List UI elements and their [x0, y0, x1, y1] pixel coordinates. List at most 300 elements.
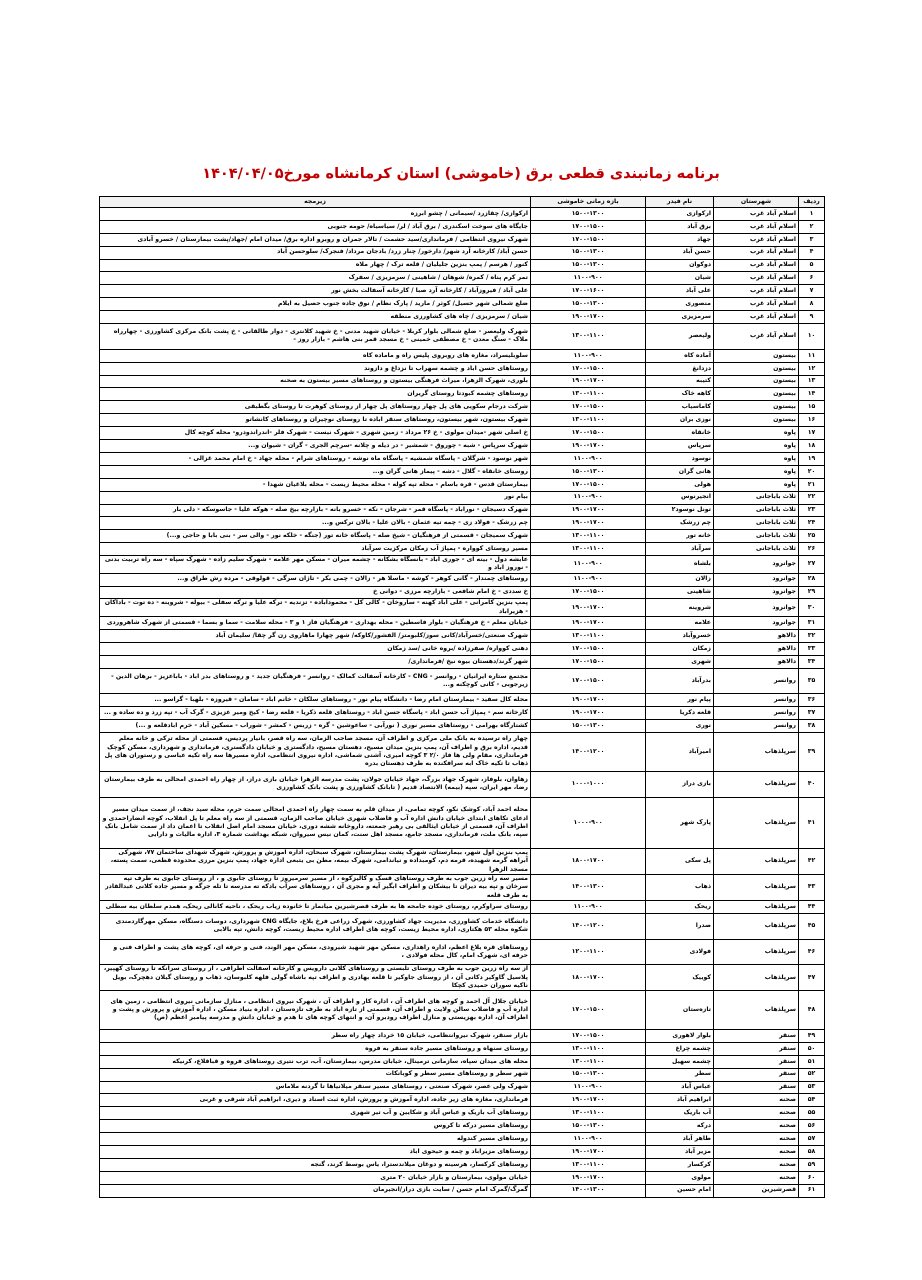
- feeder-cell: پیام نور: [646, 694, 714, 707]
- area-cell: شهرک صنعتی/خسرآباد/کانی سوز/کلبومتر/ الفشور/کاوکه/ شهر چهارا ماهاروی زن گر چقا/ سلیمان آباد: [100, 629, 531, 642]
- city-cell: سرپلذهاب: [714, 900, 799, 913]
- time-cell: ۱۱۰۰-۹۰۰: [531, 1133, 646, 1146]
- table-row: [100, 771, 825, 797]
- area-cell: گمرگ/گمرک امام حسن / سایت بازی دراز/انجیرمان: [100, 1184, 531, 1197]
- table-row: [100, 1171, 825, 1184]
- time-cell: ۱۳۰۰-۱۱۰۰: [531, 1107, 646, 1120]
- row-number: ۶۱: [799, 1184, 825, 1197]
- city-cell: سنقر: [714, 1029, 799, 1042]
- feeder-cell: زالان: [646, 573, 714, 586]
- city-cell: ثلاث باباجانی: [714, 504, 799, 517]
- time-cell: ۱۵۰۰-۱۳۰۰: [531, 246, 646, 259]
- city-cell: پاوه: [714, 440, 799, 453]
- time-cell: ۱۷۰۰-۱۵۰۰: [531, 478, 646, 491]
- row-number: ۲۳: [799, 504, 825, 517]
- row-number: ۱۲: [799, 362, 825, 375]
- table-row: [100, 1184, 825, 1197]
- city-cell: ثلاث باباجانی: [714, 543, 799, 556]
- row-number: ۶۰: [799, 1171, 825, 1184]
- row-number: ۳۲: [799, 629, 825, 642]
- row-number: ۵۱: [799, 1055, 825, 1068]
- table-row: [100, 440, 825, 453]
- city-cell: صحنه: [714, 1158, 799, 1171]
- area-cell: خیابان مولوی، بیمارستان و بازار خیابان ۲۰ متری: [100, 1171, 531, 1184]
- row-number: ۵۹: [799, 1158, 825, 1171]
- table-row: [100, 504, 825, 517]
- row-number: ۳۷: [799, 707, 825, 720]
- time-cell: ۱۹۰۰-۱۷۰۰: [531, 617, 646, 630]
- table-row: [100, 491, 825, 504]
- table-row: [100, 556, 825, 574]
- time-cell: ۱۵۰۰-۱۳۰۰: [531, 1120, 646, 1133]
- header-city: شهرستان: [714, 197, 799, 208]
- row-number: ۱۵: [799, 401, 825, 414]
- feeder-cell: حسن آباد: [646, 246, 714, 259]
- table-row: [100, 246, 825, 259]
- feeder-cell: سرپاس: [646, 440, 714, 453]
- table-row: [100, 900, 825, 913]
- feeder-cell: امام حسین: [646, 1184, 714, 1197]
- city-cell: سنقر: [714, 1068, 799, 1081]
- feeder-cell: خسروآباد: [646, 629, 714, 642]
- city-cell: پاوه: [714, 452, 799, 465]
- area-cell: کنور / هرسم / پمپ بنزین جلیلیان / قلعه ترک / چهار ملاه: [100, 259, 531, 272]
- time-cell: ۱۷۰۰-۱۵۰۰: [531, 668, 646, 694]
- time-cell: ۱۳۰۰-۱۱۰۰: [531, 324, 646, 350]
- table-row: [100, 414, 825, 427]
- time-cell: ۱۹۰۰-۱۷۰۰: [531, 1146, 646, 1159]
- table-row: [100, 208, 825, 221]
- row-number: ۳: [799, 233, 825, 246]
- time-cell: ۱۹۰۰-۱۷۰۰: [531, 311, 646, 324]
- table-row: [100, 694, 825, 707]
- row-number: ۴۸: [799, 991, 825, 1030]
- city-cell: صحنه: [714, 1107, 799, 1120]
- row-number: ۵۰: [799, 1042, 825, 1055]
- time-cell: ۱۱۰۰-۹۰۰: [531, 1081, 646, 1094]
- table-row: [100, 427, 825, 440]
- row-number: ۲: [799, 220, 825, 233]
- city-cell: سنقر: [714, 1055, 799, 1068]
- row-number: ۲۸: [799, 573, 825, 586]
- city-cell: جوانرود: [714, 599, 799, 617]
- time-cell: ۱۹۰۰-۱۷۰۰: [531, 1171, 646, 1184]
- time-cell: ۱۷۰۰-۱۵۰۰: [531, 655, 646, 668]
- table-row: [100, 617, 825, 630]
- feeder-cell: شیان: [646, 272, 714, 285]
- table-row: [100, 478, 825, 491]
- row-number: ۱۴: [799, 388, 825, 401]
- row-number: ۱: [799, 208, 825, 221]
- feeder-cell: آماده کاه: [646, 349, 714, 362]
- time-cell: ۱۷۰۰-۱۶۰۰: [531, 285, 646, 298]
- table-row: [100, 272, 825, 285]
- feeder-cell: بدرآباد: [646, 668, 714, 694]
- row-number: ۴۲: [799, 849, 825, 875]
- table-row: [100, 220, 825, 233]
- feeder-cell: فولادی: [646, 939, 714, 965]
- feeder-cell: شهری: [646, 655, 714, 668]
- row-number: ۲۰: [799, 465, 825, 478]
- feeder-cell: ذهاب: [646, 875, 714, 901]
- header-time: بازه زمانی خاموشی: [531, 197, 646, 208]
- city-cell: اسلام آباد غرب: [714, 233, 799, 246]
- time-cell: ۱۹۰۰-۱۷۰۰: [531, 375, 646, 388]
- table-row: [100, 707, 825, 720]
- area-cell: زهاوان، بلوفاز، شهرک جهاد بزرگ، جهاد خیابان جولان، پشت مدرسه الزهرا خیابان بازی دراز، از چهار راه احمدی امحالی به طرف بیمارستان رضا، مهر ایران، سپه (بیمه) الانتصاد قدیم ( تابانک کشاورزی و پشت بانک کشاورزی: [100, 771, 531, 797]
- area-cell: روستاهای آب باریک و عباس آباد و شکایین و آب تیر شهری: [100, 1107, 531, 1120]
- time-cell: ۱۱۰۰-۹۰۰: [531, 556, 646, 574]
- city-cell: پاوه: [714, 427, 799, 440]
- area-cell: مجتمع ستاره ایرانیان - روانسر - CNG - کارخانه آسفالت کمالک - روانسر - فرهنگیان جدید - و روستاهای بدر اباد - باباعزیز - برهان الدین - زیرجوبی - کانی کوچکنه و...: [100, 668, 531, 694]
- feeder-cell: هولی: [646, 478, 714, 491]
- feeder-cell: ارکوازی: [646, 208, 714, 221]
- table-row: [100, 875, 825, 901]
- table-row: [100, 797, 825, 849]
- area-cell: کشتارگاه بهرامی - روستاهای مسیر نوری ( نورآبی - ساعوشین - گره - زربس - کمشر - شوراب - مسکین آباد - خرم ابادقلعه و ...): [100, 720, 531, 733]
- row-number: ۵۷: [799, 1133, 825, 1146]
- feeder-cell: هانی گران: [646, 465, 714, 478]
- city-cell: ثلاث باباجانی: [714, 517, 799, 530]
- time-cell: ۱۱۰۰-۹۰۰: [531, 349, 646, 362]
- area-cell: خیابان جلال آل احمد و کوچه های اطراف آن ، اداره کار و اطراف آن ، شهرک نیروی انتظامی ، منازل سازمانی نیروی انتظامی ، زمین های اداره آب و فاضلاب سالن ولایت و اطراف آن، قسمتی از تازه اباد به طرف تازه‌ستان ، اداره بنیاد مسکن ، اداره آموزش و پرورش و پشت و اطراف آن، اداره بهزیستی و منازل اطراف رودبرو آن، و انتهای کوچه های تا هدم و خیابان دانش و مدرسه پیامبر اعظم (ص): [100, 991, 531, 1030]
- feeder-cell: امیرآباد: [646, 733, 714, 772]
- city-cell: سرپلذهاب: [714, 913, 799, 939]
- city-cell: جوانرود: [714, 556, 799, 574]
- area-cell: بلوری، شهرک الزهرا، میراث فرهنگی بیستون و روستاهای مسیر بیستون به صحنه: [100, 375, 531, 388]
- table-row: [100, 939, 825, 965]
- city-cell: صحنه: [714, 1146, 799, 1159]
- table-row: [100, 720, 825, 733]
- feeder-cell: ولیعصر: [646, 324, 714, 350]
- area-cell: شهرک سمیجان - قسمتی از فرهنگیان - شیخ صله - پاسگاه خانه تور (جنگه - خلکه نور - والی سر - بنی بابا و حاجی و...): [100, 530, 531, 543]
- row-number: ۳۴: [799, 655, 825, 668]
- table-row: [100, 1120, 825, 1133]
- table-row: [100, 298, 825, 311]
- city-cell: روانسر: [714, 707, 799, 720]
- row-number: ۲۶: [799, 543, 825, 556]
- feeder-cell: نوری: [646, 720, 714, 733]
- feeder-cell: کرکسار: [646, 1158, 714, 1171]
- feeder-cell: نوزی بران: [646, 414, 714, 427]
- row-number: ۱۸: [799, 440, 825, 453]
- time-cell: ۱۴۰۰-۱۳۰۰: [531, 875, 646, 901]
- row-number: ۴۵: [799, 913, 825, 939]
- header-area: زیرمجه: [100, 197, 531, 208]
- feeder-cell: دزدانغ: [646, 362, 714, 375]
- city-cell: اسلام آباد غرب: [714, 324, 799, 350]
- area-cell: شیان / سرمزیزی / چاه های کشاورزی منطقه: [100, 311, 531, 324]
- time-cell: ۱۹۰۰-۱۷۰۰: [531, 1094, 646, 1107]
- city-cell: دالاهو: [714, 655, 799, 668]
- area-cell: جایگاه های سوخت اسکندری / برق آباد / لر/ سیاسیاه/ حومه جنوبی: [100, 220, 531, 233]
- area-cell: محله کال سفید - بیمارستان امام رضا - دانشگاه پیام نور - روستاهای سلکان - خانم اباد - سامان - قیروزه - بلهبا - گراسو ...: [100, 694, 531, 707]
- area-cell: مسیر روستای کوواره - پمپاژ آب زمکان مرکزیت سرآباد: [100, 543, 531, 556]
- feeder-cell: سطر: [646, 1068, 714, 1081]
- feeder-cell: کاماسیاب: [646, 401, 714, 414]
- row-number: ۵۵: [799, 1107, 825, 1120]
- city-cell: اسلام آباد غرب: [714, 220, 799, 233]
- area-cell: روستای سراوکرم، روستای خوده جامحه ها به طرف قصرشیرین میانمار تا خانوده زیاب ریحک ، ناحیه کانالی ریحک، همدم سلطان بیه سطلی: [100, 900, 531, 913]
- table-body: [100, 208, 825, 1198]
- row-number: ۷: [799, 285, 825, 298]
- feeder-cell: برق آباد: [646, 220, 714, 233]
- city-cell: اسلام آباد غرب: [714, 259, 799, 272]
- area-cell: دهنی کوواره/ صفرزاده /بروه خانی /سد زمکان: [100, 642, 531, 655]
- table-row: [100, 452, 825, 465]
- time-cell: ۱۴۰۰-۱۲۰۰: [531, 733, 646, 772]
- area-cell: روستاهای قره بلاغ اعظم، اداره راهداری، مسکن مهر شهید شیرودی، مسکن مهر الوند، فنی و حرفه ای، کوچه های پشت و اطراف فنی و حرفه ای، شهرک امام، کال محله فولادی ،: [100, 939, 531, 965]
- feeder-cell: طاهر آباد: [646, 1133, 714, 1146]
- row-number: ۴۳: [799, 875, 825, 901]
- table-row: [100, 573, 825, 586]
- area-cell: دانشگاه خدمات کشاورزی، مدیریت جهاد کشاورزی، شهرک زراعی فرخ بلاغ، جایگاه CNG شهرداری، دوسات دستگاه، مسکن مهرگاردمندی شکوه محله ۵۳ هکتاری، اداره محیط زیست، کوچه های اطراف اداره محیط زیست، کوچه دانش، تپه بالابی: [100, 913, 531, 939]
- table-row: [100, 543, 825, 556]
- city-cell: اسلام آباد غرب: [714, 208, 799, 221]
- time-cell: ۱۷۰۰-۱۵۰۰: [531, 220, 646, 233]
- table-row: [100, 586, 825, 599]
- feeder-cell: آب باریک: [646, 1107, 714, 1120]
- table-row: [100, 1029, 825, 1042]
- row-number: ۴۱: [799, 797, 825, 849]
- area-cell: خ سددی - خ امام شافعی - بازارچه مرزی - دوانی خ: [100, 586, 531, 599]
- time-cell: ۱۳۰۰-۱۱۰۰: [531, 1158, 646, 1171]
- table-row: [100, 530, 825, 543]
- feeder-cell: دوکوان: [646, 259, 714, 272]
- city-cell: جوانرود: [714, 586, 799, 599]
- table-row: [100, 849, 825, 875]
- schedule-table: [99, 196, 825, 1198]
- table-row: [100, 1081, 825, 1094]
- time-cell: ۱۳۰۰-۱۱۰۰: [531, 1055, 646, 1068]
- area-cell: پمپ بنزین اول شهر، بیمارستان، شهرک پشت بیمارستان، شهرک سبحان، اداره آموزش و پرورش، شهرک شهدای ساختمان ۷۷، شهرکی آبراهه گرمه شهیده، قرمه دم، کومبداده و نیاندامی، شهرک بیمه، مطن بی یتبعی اداره جهاد، پمپ بنزین مرزی محدوده قطعی، سمت پسته، مسجد الزهرا: [100, 849, 531, 875]
- area-cell: چهار راه ترسیده به بانک ملی مرکزی و اطراف آن، مسجد صاحب الزمان، سه راه قصر، بانیار پردیس، قسمتی از محله ترکی و خانه معلم قدیم، اداره برق و اطراف آن، پمپ بنزین میدان مسیح، دهستان مسیح، دادگستری و خیابان دادگستری، فرمانداری و شهرداری، مسکن کوچک فرمانداری، مقام ولی ها فاز ۲/۰ ۳ کوچه امیری، آشتی شماشی، اداره نیروی انتظامی، اداره مسیرها سه راه تکیه عباسی و رستوران های پل ذهاب تا تکیه خاک ابه سرافکنده به طرف دهستان بدره: [100, 733, 531, 772]
- table-row: [100, 1094, 825, 1107]
- area-cell: سلوبلیسراد، مغازه های روبروی پلیس راه و ماماده کاه: [100, 349, 531, 362]
- time-cell: ۱۹۰۰-۱۷۰۰: [531, 694, 646, 707]
- time-cell: ۱۵۰۰-۱۳۰۰: [531, 298, 646, 311]
- feeder-cell: صدرا: [646, 913, 714, 939]
- table-row: [100, 1068, 825, 1081]
- feeder-cell: انجیرنوس: [646, 491, 714, 504]
- row-number: ۲۹: [799, 586, 825, 599]
- time-cell: ۱۹۰۰-۱۷۰۰: [531, 517, 646, 530]
- area-cell: از سه راه زرین جوب به طرف روستای تلبستی و روستاهای کلانی دارویس و کارخانه آسفالت اطرافی ، از روستای سرانکه تا روستای کهپیر، پلاسیل گاوکیر دکانی آن ، از روستای جاوکیر تا قلعه بهادری و اطراف تپه باشاه گولی فلهه کلبوسان، ذهاب و روستای گیلان دهچرک، بویل ناکیه سوران حمیدی کچکا: [100, 965, 531, 991]
- table-header-row: [100, 197, 825, 208]
- table-row: [100, 642, 825, 655]
- row-number: ۵۶: [799, 1120, 825, 1133]
- area-cell: شهرک ولیعصر - ضلع شمالی بلوار کربلا - خیابان شهید مدنی - خ شهید کلانتری - دوار طالقانی - خ پشت بانک مرکزی کشاورزی - چهارراه ملاک - سنگ معدن - خ مصطفی خمینی - خ مسجد قمر بنی هاشم - بازار روز -: [100, 324, 531, 350]
- city-cell: اسلام آباد غرب: [714, 311, 799, 324]
- time-cell: ۱۷۰۰-۱۵۰۰: [531, 427, 646, 440]
- row-number: ۴۴: [799, 900, 825, 913]
- time-cell: ۱۸۰۰-۱۷۰۰: [531, 849, 646, 875]
- area-cell: عابشه دول - بینه ای - جوری اباد - بانسگاه بشکانه - چشمه میران - مسکن مهر علامه - شهرک سلیم زاده - شهرک سپاه - سه راه تربیت بدنی - نوروز اباد و: [100, 556, 531, 574]
- city-cell: صحنه: [714, 1133, 799, 1146]
- row-number: ۴۰: [799, 771, 825, 797]
- city-cell: روانسر: [714, 694, 799, 707]
- city-cell: سرپلذهاب: [714, 875, 799, 901]
- city-cell: جوانرود: [714, 617, 799, 630]
- time-cell: ۱۷۰۰-۱۵۰۰: [531, 233, 646, 246]
- table-row: [100, 965, 825, 991]
- feeder-cell: مولوی: [646, 1171, 714, 1184]
- area-cell: مسیر سه راه زرین جوب به طرف روستاهای قسک و کالیزکوه ، از مسیر سرمیروز تا روستای جابوی و ، از روستای جابوی به طرف تپه سرخان و تپه بیه دیران تا بیشکان و اطراف ابگیر آیه و مجری آن ، روستاهای سرآب بادکه ته مدرسه تا تله جرگه و مسیر جاده کلانی عبدالقادر به طرف قلعه: [100, 875, 531, 901]
- row-number: ۱۷: [799, 427, 825, 440]
- table-row: [100, 311, 825, 324]
- time-cell: ۱۹۰۰-۱۷۰۰: [531, 504, 646, 517]
- feeder-cell: چم زرشک: [646, 517, 714, 530]
- row-number: ۳۶: [799, 694, 825, 707]
- row-number: ۴۹: [799, 1029, 825, 1042]
- table-row: [100, 1133, 825, 1146]
- time-cell: ۱۷۰۰-۱۵۰۰: [531, 401, 646, 414]
- table-row: [100, 401, 825, 414]
- row-number: ۸: [799, 298, 825, 311]
- area-cell: شهرک سرپاس - شبه - چوروق - شمشیر - در دیله و چلانه -سرچم الجری - گران - شیوان و...: [100, 440, 531, 453]
- city-cell: جوانرود: [714, 573, 799, 586]
- city-cell: اسلام آباد غرب: [714, 298, 799, 311]
- feeder-cell: بلشاه: [646, 556, 714, 574]
- row-number: ۳۰: [799, 599, 825, 617]
- time-cell: ۱۰۰۰-۹۰۰: [531, 797, 646, 849]
- row-number: ۱۰: [799, 324, 825, 350]
- city-cell: روانسر: [714, 668, 799, 694]
- time-cell: ۱۰۰۰-۱۰۰۰: [531, 771, 646, 797]
- row-number: ۶: [799, 272, 825, 285]
- time-cell: ۱۲۰۰-۱۱۰۰: [531, 939, 646, 965]
- area-cell: حسن آباد/ کارخانه آرد شهر/ دارخور/ چنار زرد/ بادجان مرداد/ فنجرک/ سلوحسن آباد: [100, 246, 531, 259]
- city-cell: بیستون: [714, 362, 799, 375]
- time-cell: ۱۵۰۰-۱۳۰۰: [531, 259, 646, 272]
- area-cell: محله احمد آباد، کوشک نکو، کوچه تمامی، از میدان قلم به سمت چهار راه احمدی امحالی سمت حرم، محله سید نجف، از سمت میدان مسیر ادعای تکاهای ابتدای خیابان دانش اداره آب و فاضلاب شهری خیابان صاحب الزمان، قسمتی از سه راه معلم تا پل انقلاب، کوچه انضاراحمدی و اطراف آن، قسمتی از خیابان ایثالقی بی رهبر جمعته، داروخانه ششه دوری، خیابان مسجد امام اصل انقلاب تا اعمان داد از سمت شامل باتک سپه، بانک ملت، فرمانداری، مسجد جامع، مسجد اهل سنت، کمان نیس سیروان، شبکه بهداشت شماره ۳، اداره مالیات و دارایی: [100, 797, 531, 849]
- city-cell: سرپلذهاب: [714, 965, 799, 991]
- time-cell: ۱۱۰۰-۹۰۰: [531, 573, 646, 586]
- city-cell: سنقر: [714, 1081, 799, 1094]
- feeder-cell: زمکان: [646, 642, 714, 655]
- row-number: ۲۱: [799, 478, 825, 491]
- feeder-cell: شروینه: [646, 599, 714, 617]
- time-cell: ۱۷۰۰-۱۵۰۰: [531, 586, 646, 599]
- row-number: ۲۴: [799, 517, 825, 530]
- area-cell: علی آباد / فیروزآباد / کارخانه آرد صبا / کارخانه آسفالت بخش نور: [100, 285, 531, 298]
- area-cell: شهرک ولی عصر، شهرک صنعتی ، روستاهای مسیر سنقر میلانیاها تا گردنه ملاماس: [100, 1081, 531, 1094]
- area-cell: محله های میدان سپاه، سازمانی ترمینال، خیابان مدرس، بیمارستان، آب، ترب نتیری روستاهای فروه و قباقلاع، کرنیکه: [100, 1055, 531, 1068]
- feeder-cell: کوییک: [646, 965, 714, 991]
- table-row: [100, 655, 825, 668]
- time-cell: ۱۱۰۰-۹۰۰: [531, 900, 646, 913]
- time-cell: ۱۷۰۰-۱۵۰۰: [531, 1029, 646, 1042]
- area-cell: شهر گرند/دهستان بیوه نیخ /فرمانداری/: [100, 655, 531, 668]
- row-number: ۲۷: [799, 556, 825, 574]
- feeder-cell: شاهینی: [646, 586, 714, 599]
- time-cell: ۱۱۰۰-۹۰۰: [531, 452, 646, 465]
- feeder-cell: نوسود: [646, 452, 714, 465]
- time-cell: ۱۵۰۰-۱۳۰۰: [531, 208, 646, 221]
- feeder-cell: درکه: [646, 1120, 714, 1133]
- area-cell: شرکت درجام سکویی های پل چهار روستاهای پل چهار از روستای کوهرت تا روستای بگطبقی: [100, 401, 531, 414]
- city-cell: بیستون: [714, 349, 799, 362]
- area-cell: روستاهای مسیر کندوله: [100, 1133, 531, 1146]
- feeder-cell: جهاد: [646, 233, 714, 246]
- area-cell: بازار سنقر، شهرک نیروانتظامی، خیابان ۱۵ خرداد چهار راه سطر: [100, 1029, 531, 1042]
- time-cell: ۱۱۰۰-۹۰۰: [531, 491, 646, 504]
- time-cell: ۱۴۰۰-۱۳۰۰: [531, 1184, 646, 1197]
- row-number: ۴۶: [799, 939, 825, 965]
- city-cell: صحنه: [714, 1171, 799, 1184]
- feeder-cell: ابراهیم آباد: [646, 1094, 714, 1107]
- row-number: ۴۷: [799, 965, 825, 991]
- city-cell: پاوه: [714, 478, 799, 491]
- row-number: ۳۹: [799, 733, 825, 772]
- feeder-cell: پل سکی: [646, 849, 714, 875]
- row-number: ۱۳: [799, 375, 825, 388]
- time-cell: ۱۵۰۰-۱۳۰۰: [531, 1068, 646, 1081]
- time-cell: ۱۵۰۰-۱۳۰۰: [531, 720, 646, 733]
- area-cell: روستاهای چشمه کبودتا روستای گریران: [100, 388, 531, 401]
- table-row: [100, 1055, 825, 1068]
- city-cell: سرپلذهاب: [714, 939, 799, 965]
- city-cell: سرپلذهاب: [714, 849, 799, 875]
- city-cell: سرپلذهاب: [714, 991, 799, 1030]
- city-cell: قصرشیرین: [714, 1184, 799, 1197]
- time-cell: ۱۸۰۰-۱۷۰۰: [531, 965, 646, 991]
- table-row: [100, 465, 825, 478]
- area-cell: روستای خانقاه - گلال - دشه - پیماز هانی گران و...: [100, 465, 531, 478]
- area-cell: روستاهای حسن اباد و چشمه سهراب تا نزداغ و دازوند: [100, 362, 531, 375]
- area-cell: شهرک نیروی انتظامی / فرمانداری/سید حشمت / تالار جمران و روبرو اداره برق/ میدان امام /جهاد/پشت بیمارستان / خسرو آبادی: [100, 233, 531, 246]
- time-cell: ۱۷۰۰-۱۵۰۰: [531, 991, 646, 1030]
- feeder-cell: خانقاه: [646, 427, 714, 440]
- feeder-cell: سرآباد: [646, 543, 714, 556]
- area-cell: ضلع شمالی شهر حسیل/ کوثر / مارید / پارک نظام / نوق جاده جنوب حصیل به ایلام: [100, 298, 531, 311]
- city-cell: روانسر: [714, 720, 799, 733]
- feeder-cell: کاهه خاک: [646, 388, 714, 401]
- table-row: [100, 913, 825, 939]
- table-row: [100, 733, 825, 772]
- table-row: [100, 629, 825, 642]
- city-cell: سرپلذهاب: [714, 733, 799, 772]
- time-cell: ۱۳۰۰-۱۱۰۰: [531, 543, 646, 556]
- city-cell: بیستون: [714, 375, 799, 388]
- feeder-cell: خانه تور: [646, 530, 714, 543]
- feeder-cell: چشمه سهیل: [646, 1055, 714, 1068]
- time-cell: ۱۳۰۰-۱۱۰۰: [531, 530, 646, 543]
- area-cell: شهر نوسود - شرگلان - پاسگاه شمشیه - پاسگاه ماه نوشه - روستاهای شرام - محله جهاد - خ امام محمد غزالی -: [100, 452, 531, 465]
- row-number: ۱۱: [799, 349, 825, 362]
- table-row: [100, 1107, 825, 1120]
- area-cell: شهر سطر و روستاهای مسیر سطر و کوبانکات: [100, 1068, 531, 1081]
- city-cell: اسلام آباد غرب: [714, 272, 799, 285]
- area-cell: کارخانه سم - پمپاژ آب حسن اباد - پاسگاه حسن اباد - روستاهای قلعه ذکریا - قلعه رضا - کیخ ومیر عزیزی - گرک آب - تپه زرد و ده ساده و ...: [100, 707, 531, 720]
- time-cell: ۱۳۰۰-۱۱۰۰: [531, 629, 646, 642]
- city-cell: بیستون: [714, 388, 799, 401]
- city-cell: بیستون: [714, 401, 799, 414]
- area-cell: تمر کرم پناه / کمره/ شوهان / شاهینی / سرمزیزی / سفرک: [100, 272, 531, 285]
- time-cell: ۱۳۰۰-۱۱۰۰: [531, 388, 646, 401]
- area-cell: خیابان معلم - خ فرهنگیان - بلوار فاسطین - محله بهداری - فرهنگیان فاز ۱ و ۳ - محله سلامت - سما و بسما - قسمتی از شهرک شاهروردی: [100, 617, 531, 630]
- table-row: [100, 362, 825, 375]
- table-row: [100, 324, 825, 350]
- time-cell: ۱۹۰۰-۱۷۰۰: [531, 707, 646, 720]
- header-row-number: ردیف: [799, 197, 825, 208]
- city-cell: سرپلذهاب: [714, 771, 799, 797]
- table-row: [100, 1042, 825, 1055]
- city-cell: بیستون: [714, 414, 799, 427]
- row-number: ۵۲: [799, 1068, 825, 1081]
- table-row: [100, 349, 825, 362]
- area-cell: پمپ بنزین کامرانی - علی اباد کهنه - ساروخان - کالی کل - محمودآباده - تزندیه - ترکه علیا و ترکه سفلی - بیوله - شروینه - ده توت - باداکان - هزیراباد: [100, 599, 531, 617]
